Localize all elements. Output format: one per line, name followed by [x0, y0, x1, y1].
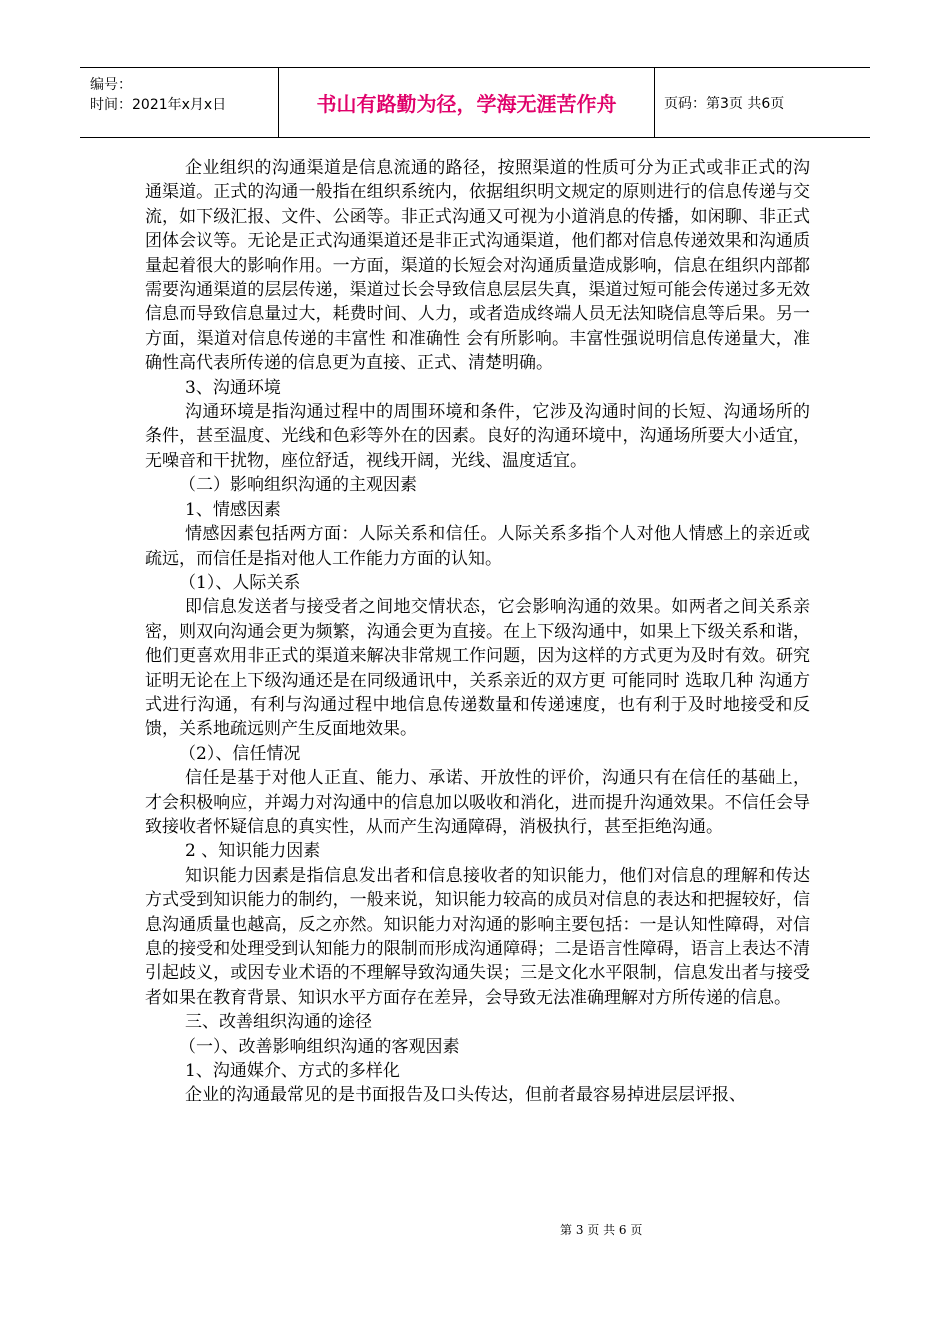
heading: （二）影响组织沟通的主观因素	[179, 475, 417, 496]
paragraph: 企业的沟通最常见的是书面报告及口头传达，但前者最容易掉进层层评报、	[185, 1085, 746, 1106]
paragraph: 即信息发送者与接受者之间地交情状态，它会影响沟通的效果。如两者之间关系亲密，则双向沟通会更为频繁，沟通会更为直接。在上下级沟通中，如果上下级关系和谐，他们更喜欢用非正式的渠道来解决非常规工作问题，因为这样的方式更为及时有效。研究证明无论在上下级沟通还是在同级通讯中，关系亲近的双方更 可能同时 选取几种 沟通方式进行沟通，有利与沟通过程中地信息传递数量和传递速度，也有利于及时地接受和反馈，关系地疏远则产生反面地效果。	[145, 597, 810, 740]
page-footer: 第 3 页 共 6 页	[560, 1223, 643, 1237]
paragraph: 知识能力因素是指信息发出者和信息接收者的知识能力，他们对信息的理解和传达方式受到知识能力的制约，一般来说，知识能力较高的成员对信息的表达和把握较好，信息沟通质量也越高，反之亦然。知识能力对沟通的影响主要包括：一是认知性障碍，对信息的接受和处理受到认知能力的限制而形成沟通障碍；二是语言性障碍，语言上表达不清引起歧义，或因专业术语的不理解导致沟通失误；三是文化水平限制，信息发出者与接受者如果在教育背景、知识水平方面存在差异，会导致无法准确理解对方所传递的信息。	[145, 865, 810, 1008]
header-table	[80, 67, 870, 138]
heading: （2）、信任情况	[179, 743, 301, 764]
heading: 3、沟通环境	[185, 377, 281, 398]
document-body	[145, 156, 810, 1108]
heading: 1、情感因素	[185, 499, 281, 520]
page-info: 页码：第3页 共6页	[664, 95, 785, 112]
heading: 1、沟通媒介、方式的多样化	[185, 1061, 400, 1082]
motto: 书山有路勤为径，学海无涯苦作舟	[279, 68, 655, 137]
header-meta-cell	[80, 68, 279, 137]
heading: 2 、知识能力因素	[185, 841, 321, 862]
paragraph: 企业组织的沟通渠道是信息流通的路径，按照渠道的性质可分为正式或非正式的沟通渠道。正式的沟通一般指在组织系统内，依据组织明文规定的原则进行的信息传递与交流，如下级汇报、文件、公函等。非正式沟通又可视为小道消息的传播，如闲聊、非正式团体会议等。无论是正式沟通渠道还是非正式沟通渠道，他们都对信息传递效果和沟通质量起着很大的影响作用。一方面，渠道的长短会对沟通质量造成影响，信息在组织内部都需要沟通渠道的层层传递，渠道过长会导致信息层层失真，渠道过短可能会传递过多无效信息而导致信息量过大，耗费时间、人力，或者造成终端人员无法知晓信息等后果。另一方面，渠道对信息传递的丰富性 和准确性 会有所影响。丰富性强说明信息传递量大，准确性高代表所传递的信息更为直接、正式、清楚明确。	[145, 158, 810, 374]
code-label: 编号：	[90, 77, 132, 93]
heading: （1）、人际关系	[179, 572, 301, 593]
paragraph: 情感因素包括两方面：人际关系和信任。人际关系多指个人对他人情感上的亲近或疏远，而信任是指对他人工作能力方面的认知。	[145, 524, 810, 569]
paragraph: 沟通环境是指沟通过程中的周围环境和条件，它涉及沟通时间的长短、沟通场所的条件，甚至温度、光线和色彩等外在的因素。良好的沟通环境中，沟通场所要大小适宜，无噪音和干扰物，座位舒适，视线开阔，光线、温度适宜。	[145, 402, 810, 471]
time-label: 时间：2021年x月x日	[90, 97, 227, 113]
paragraph: 信任是基于对他人正直、能力、承诺、开放性的评价，沟通只有在信任的基础上，才会积极响应，并竭力对沟通中的信息加以吸收和消化，进而提升沟通效果。不信任会导致接收者怀疑信息的真实性，从而产生沟通障碍，消极执行，甚至拒绝沟通。	[145, 768, 810, 837]
heading: （一）、改善影响组织沟通的客观因素	[179, 1036, 460, 1057]
heading: 三、改善组织沟通的途径	[185, 1012, 372, 1033]
